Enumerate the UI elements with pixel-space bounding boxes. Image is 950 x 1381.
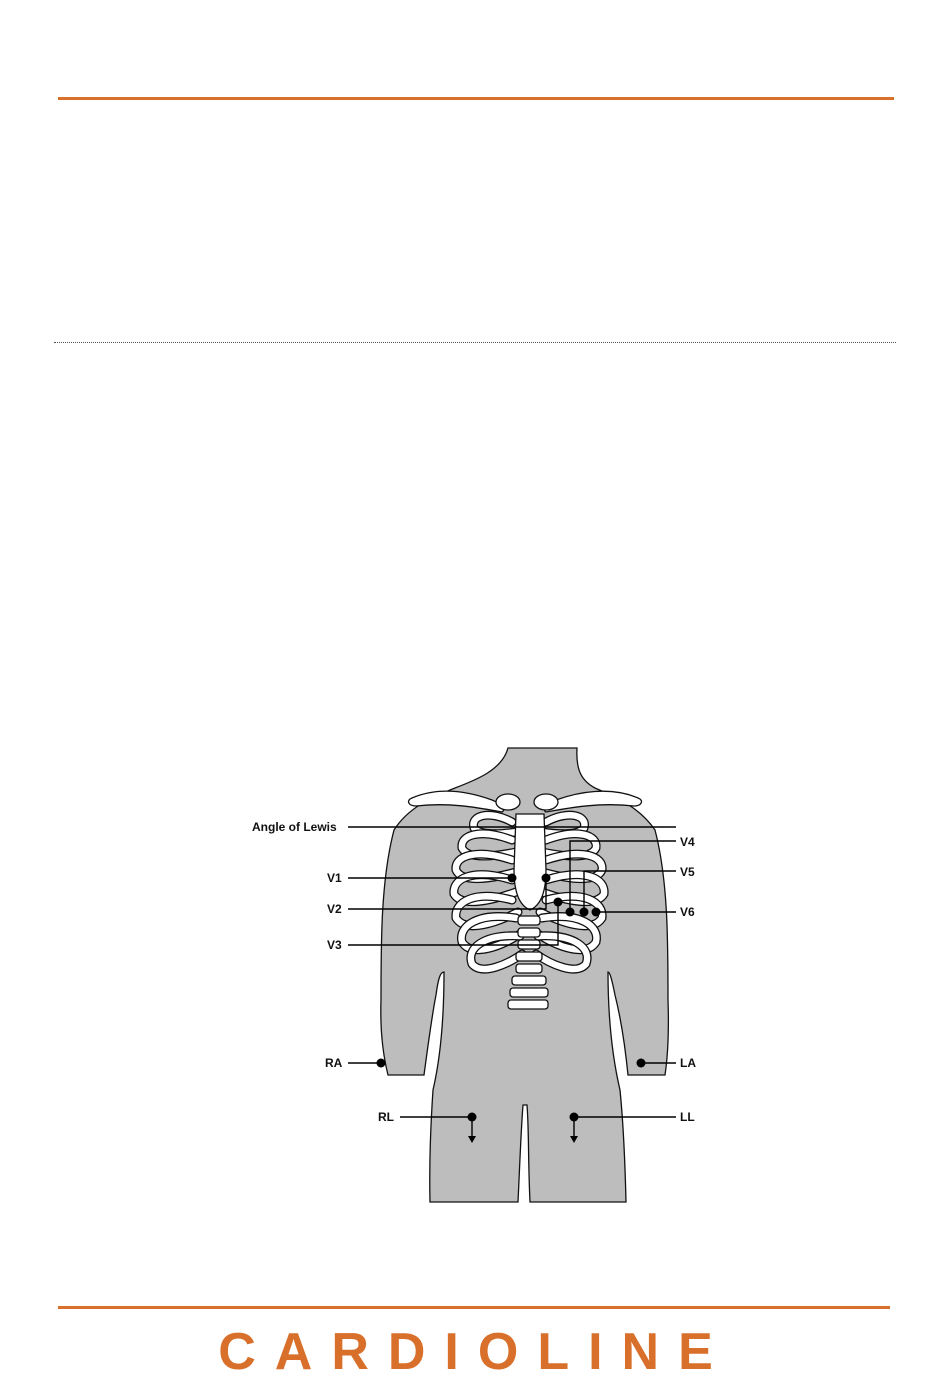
v2-label: V2 (327, 902, 342, 916)
sternum (514, 814, 546, 910)
v5-electrode (580, 908, 589, 917)
ra-label: RA (325, 1056, 343, 1070)
la-label: LA (680, 1056, 696, 1070)
ll-electrode (570, 1113, 579, 1122)
header-rule (58, 97, 894, 100)
v2-electrode (542, 874, 551, 883)
v4-label: V4 (680, 835, 695, 849)
v6-label: V6 (680, 905, 695, 919)
ll-label: LL (680, 1110, 695, 1124)
la-electrode (637, 1059, 646, 1068)
electrode-placement-diagram (240, 740, 720, 1210)
v4-electrode (566, 908, 575, 917)
rl-label: RL (378, 1110, 394, 1124)
v1-electrode (508, 874, 517, 883)
v5-label: V5 (680, 865, 695, 879)
v3-label: V3 (327, 938, 342, 952)
brand-logo: CARDIOLINE (218, 1323, 732, 1381)
angle-of-lewis-label: Angle of Lewis (252, 820, 337, 834)
section-divider (54, 342, 896, 343)
ra-electrode (377, 1059, 386, 1068)
v3-electrode (554, 898, 563, 907)
rl-electrode (468, 1113, 477, 1122)
right-sternoclavicular (496, 794, 520, 810)
left-sternoclavicular (534, 794, 558, 810)
v6-electrode (592, 908, 601, 917)
v1-label: V1 (327, 871, 342, 885)
footer-rule (58, 1306, 890, 1309)
